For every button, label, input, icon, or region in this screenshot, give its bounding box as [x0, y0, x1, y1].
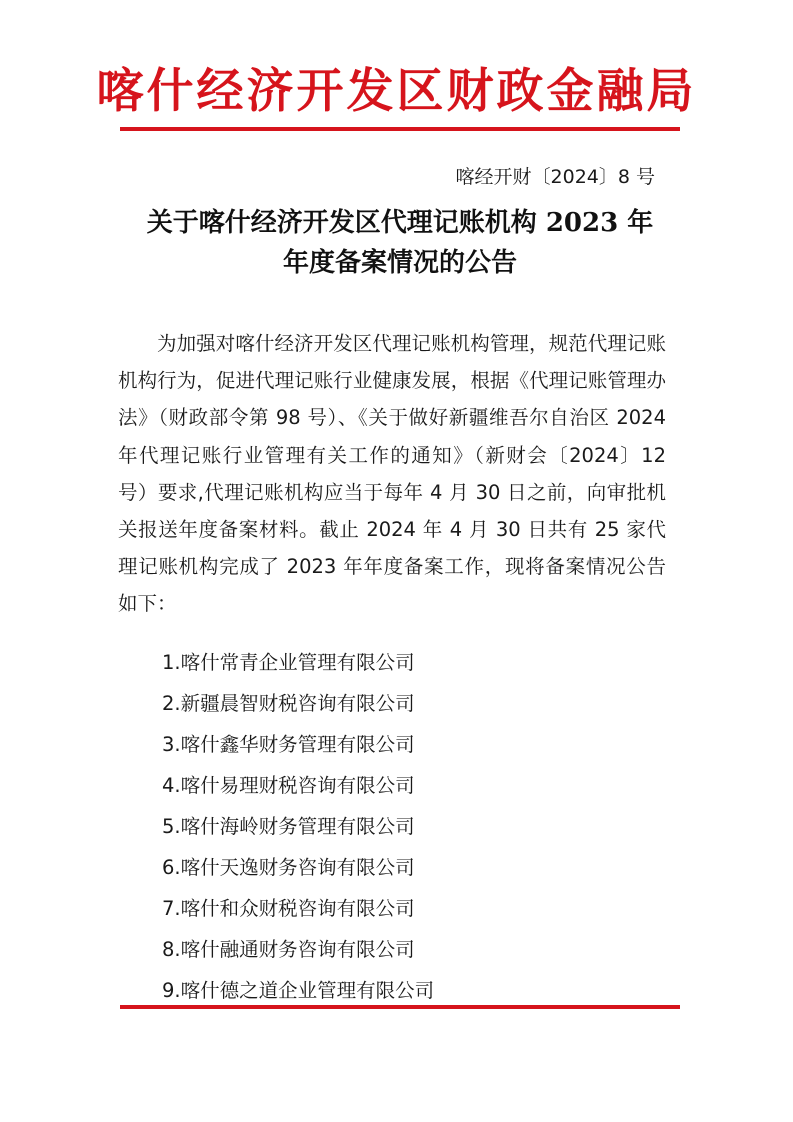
- list-item: 1.喀什常青企业管理有限公司: [162, 651, 415, 674]
- list-item: 3.喀什鑫华财务管理有限公司: [162, 733, 415, 756]
- list-item: 6.喀什天逸财务咨询有限公司: [162, 856, 415, 879]
- document-number: 喀经开财〔2024〕8 号: [455, 166, 655, 188]
- document-title-line-1: 关于喀什经济开发区代理记账机构 2023 年: [146, 208, 654, 238]
- agency-header-title: 喀什经济开发区财政金融局: [96, 64, 697, 119]
- header-red-rule: [120, 127, 680, 131]
- list-item: 2.新疆晨智财税咨询有限公司: [162, 692, 415, 715]
- list-item: 9.喀什德之道企业管理有限公司: [162, 979, 435, 1002]
- footer-red-rule: [120, 1005, 680, 1009]
- document-title: [140, 203, 660, 283]
- company-list: [162, 648, 434, 1017]
- list-item: 5.喀什海岭财务管理有限公司: [162, 815, 415, 838]
- list-item: 4.喀什易理财税咨询有限公司: [162, 774, 415, 797]
- list-item: 7.喀什和众财税咨询有限公司: [162, 897, 415, 920]
- list-item: 8.喀什融通财务咨询有限公司: [162, 938, 415, 961]
- document-title-line-2: 年度备案情况的公告: [282, 248, 517, 278]
- document-body-paragraph: 为加强对喀什经济开发区代理记账机构管理，规范代理记账机构行为，促进代理记账行业健康发展，根据《代理记账管理办法》（财政部令第 98 号）、《关于做好新疆维吾尔自治区 2024 年代理记账行业管理有关工作的通知》（新财会〔2024〕12 号）要求,代理记账机构应当于每年 4 月 30 日之前，向审批机关报送年度备案材料。截止 2024 年 4 月 30 日共有 25 家代理记账机构完成了 2023 年年度备案工作，现将备案情况公告如下：: [118, 332, 666, 616]
